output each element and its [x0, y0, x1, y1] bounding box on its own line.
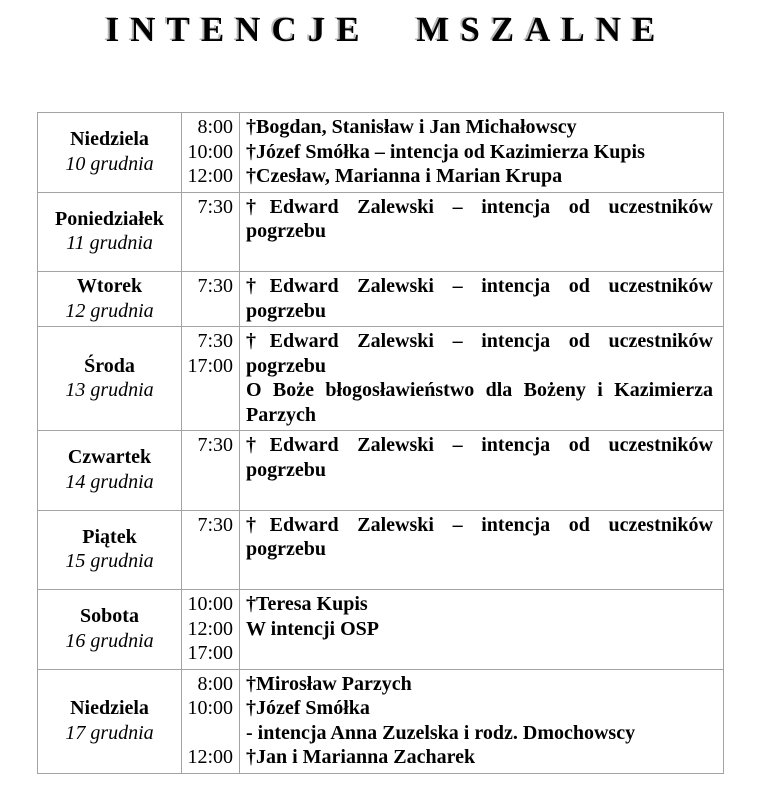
intention-cell	[240, 327, 723, 430]
time-cell	[181, 193, 240, 272]
table-row	[38, 192, 723, 272]
mass-intention: †Jan i Marianna Zacharek	[246, 746, 476, 768]
day-cell	[38, 670, 181, 773]
mass-time: 12:00	[187, 617, 233, 640]
mass-time: 12:00	[187, 746, 233, 768]
day-name: Wtorek	[76, 275, 143, 297]
day-date: 12 grudnia	[65, 299, 154, 322]
mass-time: 10:00	[187, 697, 233, 719]
time-cell	[181, 327, 240, 430]
day-cell	[38, 590, 181, 669]
mass-time: 8:00	[197, 672, 233, 695]
mass-intention	[246, 482, 713, 507]
day-date: 10 grudnia	[65, 152, 154, 175]
intention-cell	[240, 193, 723, 272]
intention-cell	[240, 670, 723, 773]
intention-cell	[240, 511, 723, 590]
table-row	[38, 589, 723, 669]
table-row	[38, 669, 723, 773]
mass-intention: †Edward Zalewski – intencja od uczestników pogrzebu	[246, 434, 713, 481]
time-cell	[181, 670, 240, 773]
mass-time: 7:30	[197, 195, 233, 218]
mass-time: 7:30	[197, 275, 233, 297]
intention-cell	[240, 272, 723, 326]
intention-cell	[240, 590, 723, 669]
day-cell	[38, 272, 181, 326]
day-name: Niedziela	[70, 128, 149, 151]
mass-intention: †Edward Zalewski – intencja od uczestników pogrzebu	[246, 330, 713, 377]
mass-time: 17:00	[187, 642, 233, 664]
day-cell	[38, 193, 181, 272]
mass-intention: †Edward Zalewski – intencja od uczestników pogrzebu	[246, 513, 713, 560]
time-cell	[181, 113, 240, 192]
page	[0, 8, 772, 790]
mass-intentions-table	[37, 112, 724, 774]
mass-intention: O Boże błogosławieństwo dla Bożeny i Kazimierza Parzych	[246, 379, 713, 426]
time-cell	[181, 431, 240, 510]
time-cell	[181, 511, 240, 590]
table-row	[38, 510, 723, 590]
mass-intention: †Edward Zalewski – intencja od uczestników pogrzebu	[246, 195, 713, 242]
mass-time: 17:00	[187, 354, 233, 377]
table-row	[38, 326, 723, 430]
mass-time: 7:30	[197, 330, 233, 352]
day-name: Poniedziałek	[55, 207, 164, 230]
table-row	[38, 271, 723, 326]
mass-intention: †Czesław, Marianna i Marian Krupa	[246, 165, 563, 187]
mass-intention: W intencji OSP	[246, 617, 379, 640]
page-title: INTENCJE MSZALNE	[105, 10, 667, 49]
table-row	[38, 113, 723, 192]
mass-intention: †Teresa Kupis	[246, 593, 368, 615]
mass-time: 10:00	[187, 140, 233, 163]
mass-intention	[246, 562, 713, 587]
intention-cell	[240, 431, 723, 510]
day-date: 13 grudnia	[65, 379, 154, 401]
day-cell	[38, 511, 181, 590]
mass-intention: †Józef Smółka	[246, 697, 370, 719]
mass-intention: - intencja Anna Zuzelska i rodz. Dmochowscy	[246, 721, 636, 744]
day-name: Sobota	[80, 605, 139, 628]
mass-intention	[246, 244, 713, 269]
day-date: 16 grudnia	[65, 629, 154, 652]
day-date: 17 grudnia	[65, 721, 154, 744]
mass-time: 7:30	[197, 434, 233, 456]
mass-time: 10:00	[187, 593, 233, 615]
day-date: 11 grudnia	[66, 232, 153, 255]
day-name: Niedziela	[70, 697, 149, 719]
day-name: Piątek	[82, 525, 137, 548]
mass-time: 7:30	[197, 513, 233, 536]
mass-time	[184, 721, 233, 746]
table-row	[38, 430, 723, 510]
day-cell	[38, 113, 181, 192]
mass-intention: †Mirosław Parzych	[246, 672, 412, 695]
mass-intention: †Edward Zalewski – intencja od uczestników pogrzebu	[246, 275, 713, 322]
day-name: Środa	[84, 354, 135, 377]
mass-intention: †Józef Smółka – intencja od Kazimierza Kupis	[246, 140, 645, 163]
time-cell	[181, 590, 240, 669]
day-cell	[38, 327, 181, 430]
mass-time: 8:00	[197, 116, 233, 138]
day-date: 14 grudnia	[65, 470, 154, 493]
intention-cell	[240, 113, 723, 192]
mass-intention: †Bogdan, Stanisław i Jan Michałowscy	[246, 116, 577, 138]
day-cell	[38, 431, 181, 510]
day-date: 15 grudnia	[65, 550, 154, 573]
day-name: Czwartek	[67, 446, 152, 469]
time-cell	[181, 272, 240, 326]
mass-time: 12:00	[187, 165, 233, 187]
